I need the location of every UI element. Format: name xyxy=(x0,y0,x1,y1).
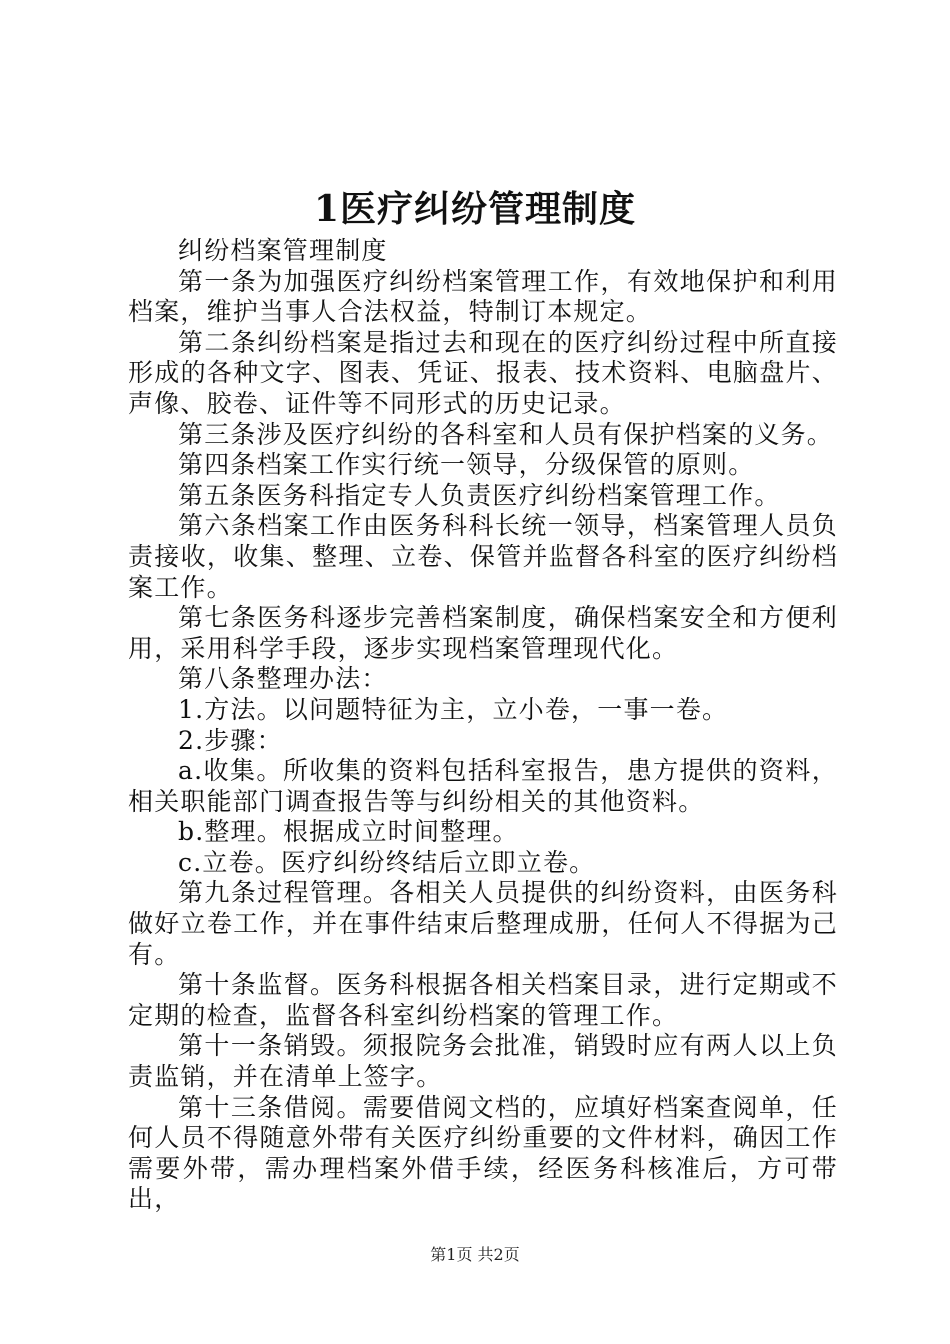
document-body xyxy=(128,236,838,1215)
paragraph: 第一条为加强医疗纠纷档案管理工作，有效地保护和利用档案，维护当事人合法权益，特制订本规定。 xyxy=(128,266,838,327)
paragraph: c.立卷。医疗纠纷终结后立即立卷。 xyxy=(178,847,596,877)
paragraph: 第十三条借阅。需要借阅文档的，应填好档案查阅单，任何人员不得随意外带有关医疗纠纷重要的文件材料，确因工作需要外带，需办理档案外借手续，经医务科核准后，方可带出， xyxy=(128,1092,838,1214)
paragraph: 第五条医务科指定专人负责医疗纠纷档案管理工作。 xyxy=(178,480,781,510)
paragraph: 第八条整理办法： xyxy=(178,664,388,694)
paragraph: 第三条涉及医疗纠纷的各科室和人员有保护档案的义务。 xyxy=(178,419,834,449)
document-title: 1医疗纠纷管理制度 xyxy=(313,188,637,230)
paragraph: a.收集。所收集的资料包括科室报告，患方提供的资料，相关职能部门调查报告等与纠纷相关的其他资料。 xyxy=(128,756,838,816)
paragraph: 第六条档案工作由医务科科长统一领导，档案管理人员负责接收，收集、整理、立卷、保管并监督各科室的医疗纠纷档案工作。 xyxy=(128,511,838,602)
page-footer: 第1页 共2页 xyxy=(430,1245,520,1264)
paragraph: 第七条医务科逐步完善档案制度，确保档案安全和方便利用，采用科学手段，逐步实现档案管理现代化。 xyxy=(128,603,838,663)
paragraph: 纠纷档案管理制度 xyxy=(178,236,388,265)
paragraph: 第九条过程管理。各相关人员提供的纠纷资料，由医务科做好立卷工作，并在事件结束后整理成册，任何人不得据为己有。 xyxy=(128,878,838,969)
paragraph: b.整理。根据成立时间整理。 xyxy=(178,817,519,847)
paragraph: 2.步骤： xyxy=(178,725,283,755)
paragraph: 第十一条销毁。须报院务会批准，销毁时应有两人以上负责监销，并在清单上签字。 xyxy=(128,1031,838,1092)
paragraph: 1.方法。以问题特征为主，立小卷，一事一卷。 xyxy=(178,694,729,724)
paragraph: 第四条档案工作实行统一领导，分级保管的原则。 xyxy=(178,450,755,480)
paragraph: 第十条监督。医务科根据各相关档案目录，进行定期或不定期的检查，监督各科室纠纷档案的管理工作。 xyxy=(128,970,838,1030)
paragraph: 第二条纠纷档案是指过去和现在的医疗纠纷过程中所直接形成的各种文字、图表、凭证、报表、技术资料、电脑盘片、声像、胶卷、证件等不同形式的历史记录。 xyxy=(128,327,838,418)
